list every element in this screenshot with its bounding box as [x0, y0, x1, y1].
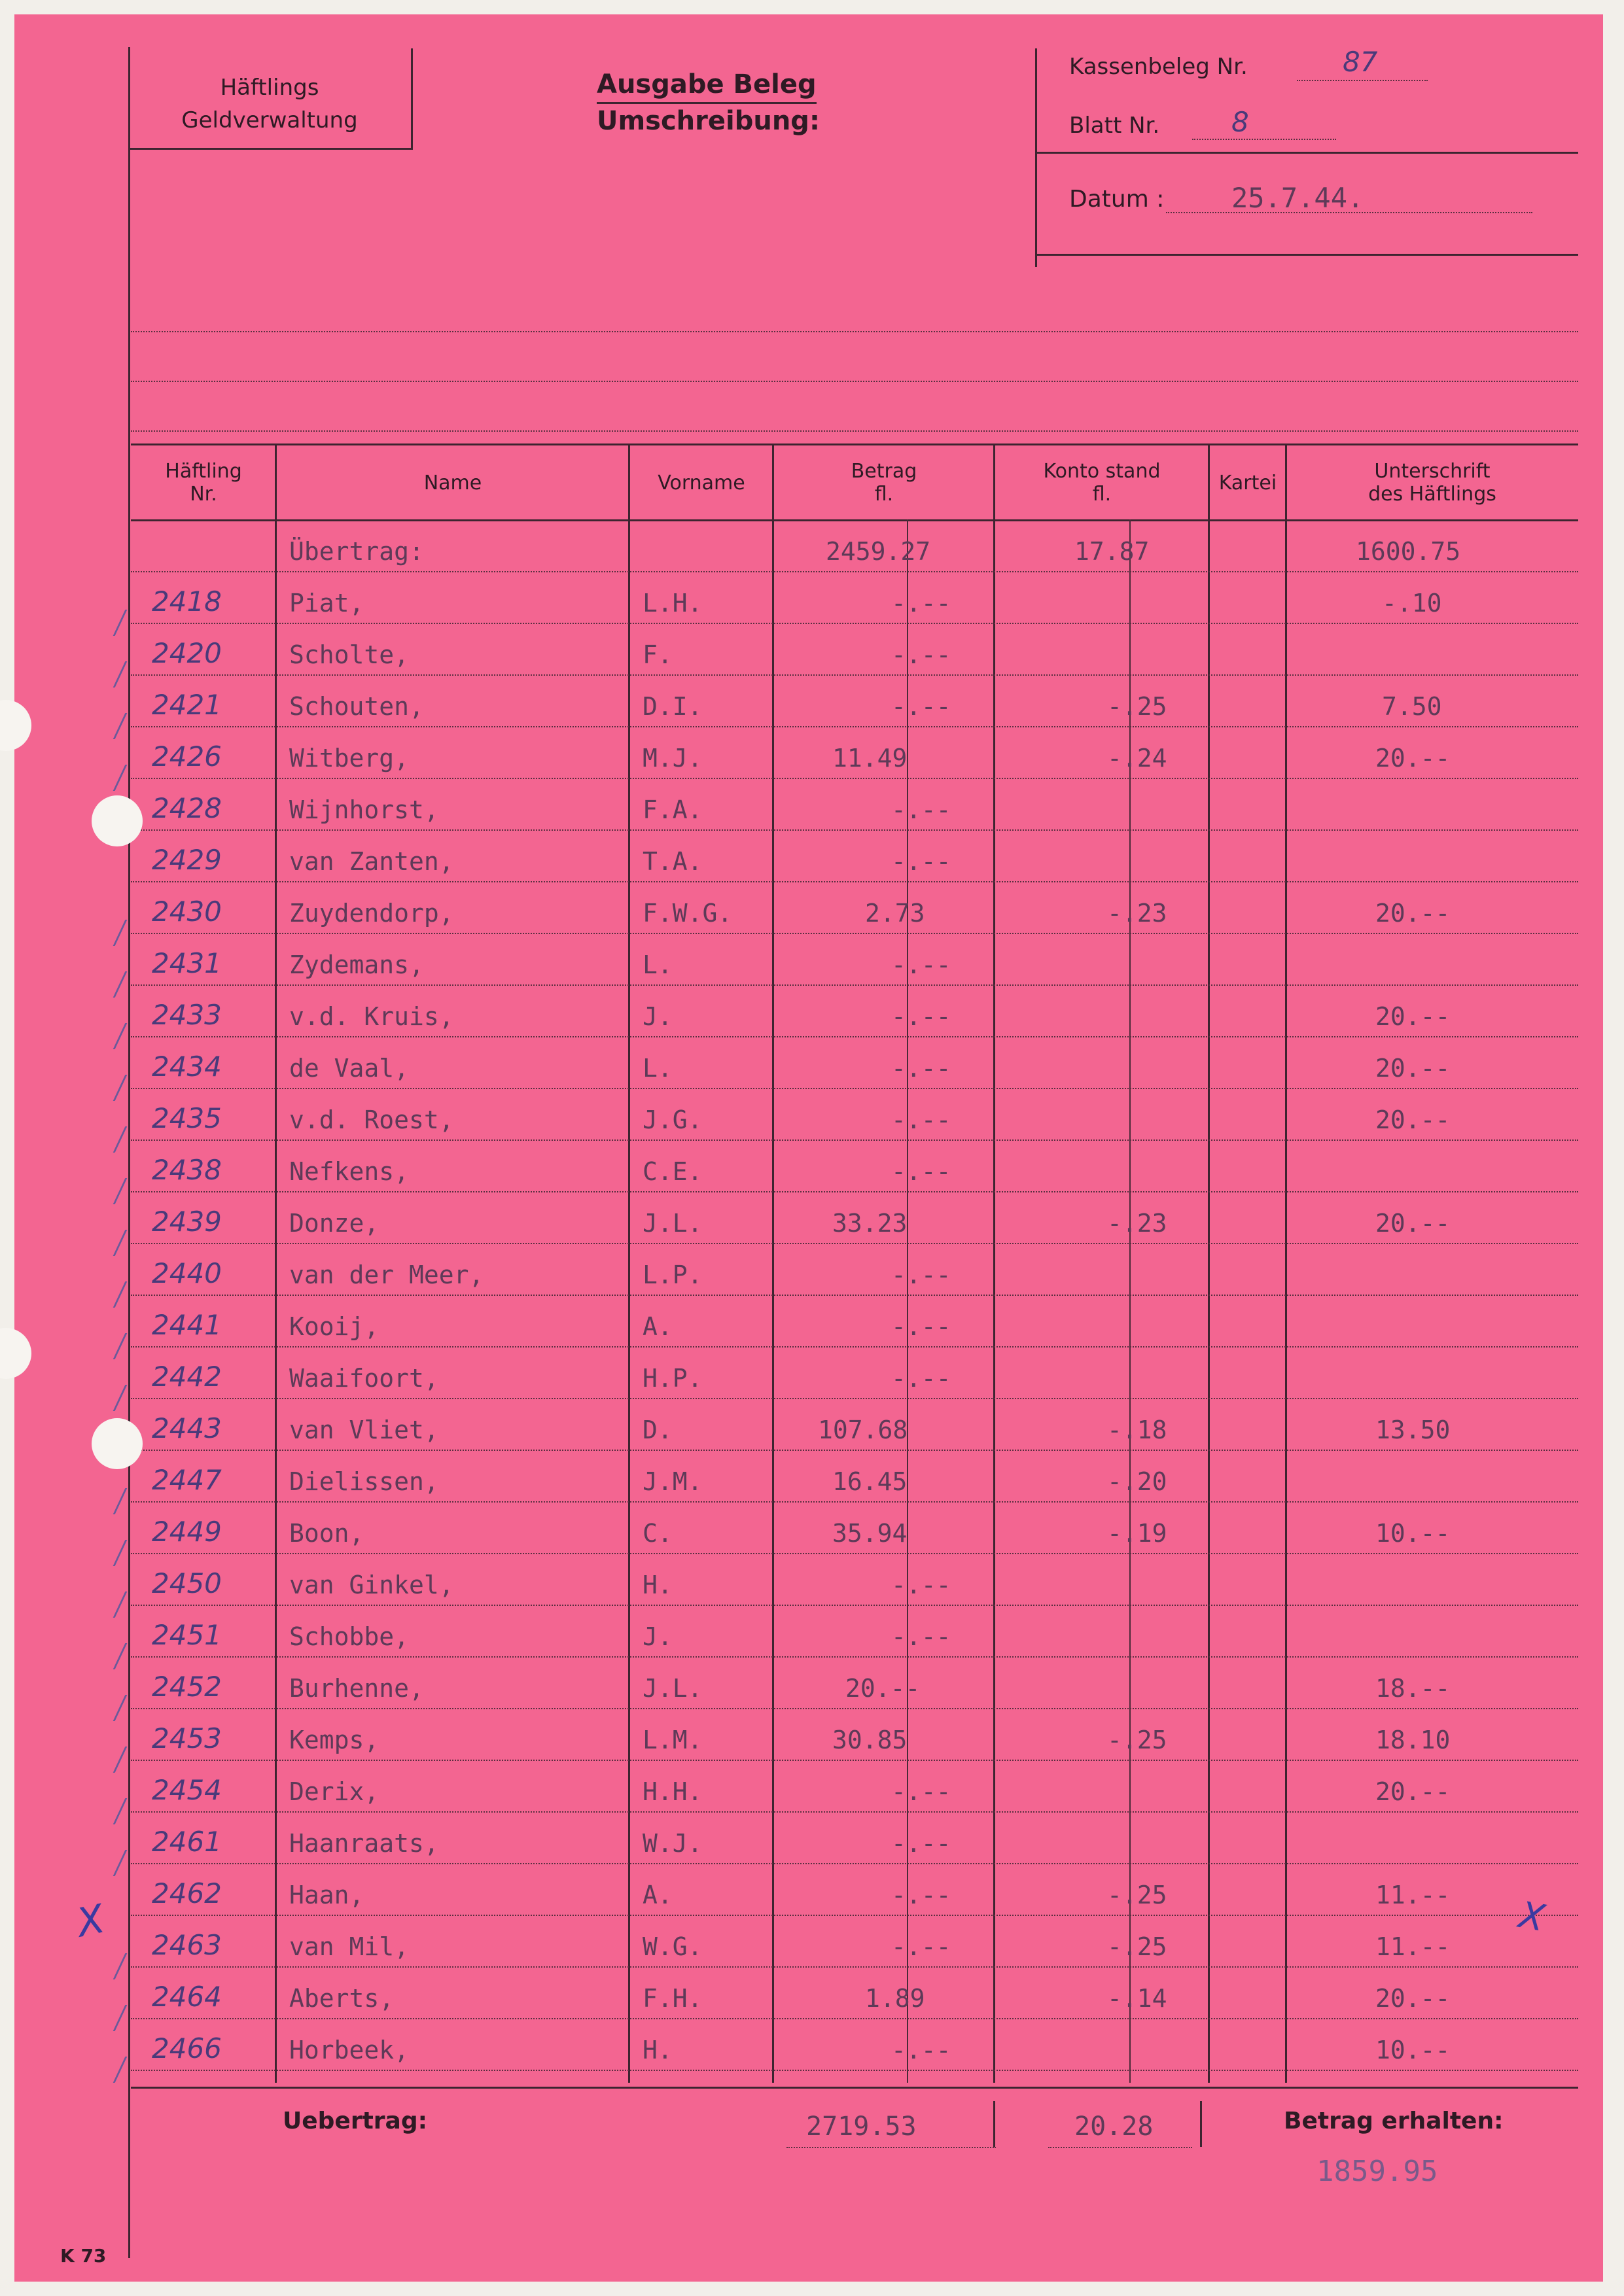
- row-konto: -.25: [1107, 1932, 1167, 1961]
- row-vorname: W.J.: [643, 1829, 703, 1858]
- col-header-nr-line2: Nr.: [190, 483, 217, 506]
- row-vorname: J.L.: [643, 1209, 703, 1238]
- row-betrag: -.--: [891, 589, 951, 617]
- row-sep: [131, 778, 1578, 779]
- table-row: [14, 674, 1603, 726]
- row-sep: [131, 1656, 1578, 1658]
- table-row: [14, 881, 1603, 933]
- row-unterschrift: 20.--: [1375, 1209, 1451, 1238]
- col-header-nr: [131, 447, 276, 518]
- row-nr: 2433: [152, 999, 222, 1031]
- row-betrag: -.--: [891, 1002, 951, 1031]
- row-betrag: -.--: [891, 2036, 951, 2064]
- row-vorname: J.G.: [643, 1105, 703, 1134]
- row-name: Kemps,: [289, 1726, 380, 1754]
- table-row: [14, 1191, 1603, 1243]
- row-unterschrift: 20.--: [1375, 1054, 1451, 1083]
- row-nr: 2428: [152, 792, 222, 824]
- table-row: [14, 1295, 1603, 1346]
- table-body: [14, 519, 1603, 2083]
- row-name: Piat,: [289, 589, 364, 617]
- row-unterschrift: 20.--: [1375, 1105, 1451, 1134]
- konto-total-divider: [1200, 2101, 1202, 2147]
- row-vorname: H.P.: [643, 1364, 703, 1393]
- row-name: Zuydendorp,: [289, 899, 454, 928]
- row-konto: -.18: [1107, 1416, 1167, 1444]
- row-name: Boon,: [289, 1519, 364, 1548]
- row-betrag: -.--: [891, 692, 951, 721]
- row-vorname: F.W.G.: [643, 899, 733, 928]
- betrag-total-dotline: [786, 2147, 996, 2148]
- blatt-value: 8: [1231, 106, 1249, 138]
- table-row: [14, 1450, 1603, 1501]
- table-row: [14, 1243, 1603, 1295]
- row-nr: 2463: [152, 1929, 222, 1961]
- table-row: [14, 1915, 1603, 1966]
- row-sep: [131, 1915, 1578, 1916]
- col-header-betrag-line2: fl.: [874, 483, 894, 506]
- office-box: [128, 48, 413, 150]
- row-nr: 2439: [152, 1206, 222, 1238]
- table-row: [14, 1139, 1603, 1191]
- row-name: van Vliet,: [289, 1416, 439, 1444]
- row-unterschrift: 11.--: [1375, 1881, 1451, 1909]
- row-sep: [131, 881, 1578, 882]
- row-unterschrift: 13.50: [1375, 1416, 1451, 1444]
- row-name: Wijnhorst,: [289, 795, 439, 824]
- form-code: K 73: [60, 2245, 107, 2267]
- row-betrag: -.--: [891, 1777, 951, 1806]
- col-header-unterschrift: [1286, 447, 1578, 518]
- row-nr: 2440: [152, 1257, 222, 1289]
- table-row: [14, 1398, 1603, 1450]
- uebertrag-label: Uebertrag:: [283, 2108, 428, 2134]
- row-name: Nefkens,: [289, 1157, 410, 1186]
- row-name: van Mil,: [289, 1932, 410, 1961]
- row-sep: [131, 829, 1578, 831]
- row-vorname: J.: [643, 1002, 673, 1031]
- col-header-vorname: Vorname: [658, 471, 745, 495]
- row-sep: [131, 1036, 1578, 1037]
- row-sep: [131, 1243, 1578, 1244]
- betrag-total: 2719.53: [806, 2112, 917, 2142]
- row-nr: 2461: [152, 1826, 222, 1858]
- row-name: Burhenne,: [289, 1674, 424, 1703]
- row-betrag: -.--: [891, 1829, 951, 1858]
- row-konto: -.23: [1107, 1209, 1167, 1238]
- row-unterschrift: 18.10: [1375, 1726, 1451, 1754]
- row-vorname: L.H.: [643, 589, 703, 617]
- row-betrag: 20.--: [845, 1674, 921, 1703]
- row-vorname: J.L.: [643, 1674, 703, 1703]
- row-vorname: F.: [643, 640, 673, 669]
- row-name: Schouten,: [289, 692, 424, 721]
- row-nr: 2429: [152, 844, 222, 876]
- col-header-kartei: Kartei: [1218, 471, 1277, 495]
- row-betrag: 16.45: [832, 1467, 908, 1496]
- col-header-betrag: [773, 447, 995, 518]
- row-nr: 2426: [152, 740, 222, 773]
- row-nr: 2442: [152, 1361, 222, 1393]
- kassenbeleg-value: 87: [1343, 46, 1378, 78]
- row-nr: 2452: [152, 1671, 222, 1703]
- punch-hole: [92, 1418, 143, 1469]
- row-unterschrift: -.10: [1382, 589, 1442, 617]
- row-betrag: -.--: [891, 1261, 951, 1289]
- writing-line-2: [131, 381, 1578, 382]
- row-nr: 2438: [152, 1154, 222, 1186]
- row-betrag: -.--: [891, 795, 951, 824]
- form-title-line-2: Umschreibung:: [597, 106, 820, 136]
- row-sep: [131, 1553, 1578, 1554]
- row-unterschrift: 20.--: [1375, 899, 1451, 928]
- carry-in-konto: 17.87: [1074, 537, 1150, 566]
- row-betrag: 1.89: [865, 1984, 925, 2013]
- table-row: [14, 1605, 1603, 1656]
- row-betrag: -.--: [891, 1157, 951, 1186]
- row-vorname: C.E.: [643, 1157, 703, 1186]
- row-name: Dielissen,: [289, 1467, 439, 1496]
- row-sep: [131, 571, 1578, 572]
- row-nr: 2420: [152, 637, 222, 669]
- col-header-konto: [995, 447, 1209, 518]
- row-vorname: W.G.: [643, 1932, 703, 1961]
- row-konto: -.25: [1107, 692, 1167, 721]
- table-row: [14, 1088, 1603, 1139]
- row-betrag: -.--: [891, 1881, 951, 1909]
- row-name: v.d. Roest,: [289, 1105, 454, 1134]
- row-vorname: L.M.: [643, 1726, 703, 1754]
- row-betrag: -.--: [891, 847, 951, 876]
- table-row: [14, 1346, 1603, 1398]
- office-line-2: Geldverwaltung: [181, 107, 358, 133]
- row-sep: [131, 1346, 1578, 1348]
- row-unterschrift: 20.--: [1375, 1777, 1451, 1806]
- row-nr: 2447: [152, 1464, 222, 1496]
- blatt-label: Blatt Nr.: [1069, 113, 1160, 139]
- row-nr: 2435: [152, 1102, 222, 1134]
- row-nr: 2454: [152, 1774, 222, 1806]
- row-vorname: H.H.: [643, 1777, 703, 1806]
- row-nr: 2450: [152, 1567, 222, 1599]
- col-header-konto-line1: Konto stand: [1043, 460, 1161, 483]
- row-vorname: J.M.: [643, 1467, 703, 1496]
- carry-in-label: Übertrag:: [289, 537, 424, 566]
- row-vorname: H.: [643, 2036, 673, 2064]
- form-sheet: [14, 14, 1603, 2282]
- row-name: Haan,: [289, 1881, 364, 1909]
- row-konto: -.23: [1107, 899, 1167, 928]
- row-unterschrift: 20.--: [1375, 1002, 1451, 1031]
- cross-mark-left: X: [73, 1896, 109, 1947]
- table-row: [14, 1966, 1603, 2018]
- info-box-left-border: [1035, 48, 1037, 267]
- row-vorname: H.: [643, 1571, 673, 1599]
- row-vorname: C.: [643, 1519, 673, 1548]
- row-sep: [131, 1139, 1578, 1141]
- row-sep: [131, 1863, 1578, 1864]
- row-betrag: 2.73: [865, 899, 925, 928]
- row-konto: -.25: [1107, 1726, 1167, 1754]
- row-name: Schobbe,: [289, 1622, 410, 1651]
- col-header-konto-line2: fl.: [1092, 483, 1112, 506]
- row-sep: [131, 1398, 1578, 1399]
- blatt-dotline: [1192, 139, 1336, 140]
- row-sep: [131, 726, 1578, 727]
- row-unterschrift: 18.--: [1375, 1674, 1451, 1703]
- row-nr: 2443: [152, 1412, 222, 1444]
- row-unterschrift: 7.50: [1382, 692, 1442, 721]
- table-top-line: [131, 444, 1578, 445]
- kassenbeleg-label: Kassenbeleg Nr.: [1069, 54, 1248, 80]
- row-sep: [131, 1605, 1578, 1606]
- row-betrag: -.--: [891, 950, 951, 979]
- row-betrag: -.--: [891, 1571, 951, 1599]
- row-vorname: L.: [643, 950, 673, 979]
- row-vorname: M.J.: [643, 744, 703, 773]
- table-row: [14, 1036, 1603, 1088]
- row-sep: [131, 1811, 1578, 1813]
- table-row: [14, 1553, 1603, 1605]
- table-row: [14, 1656, 1603, 1708]
- table-row: [14, 1811, 1603, 1863]
- row-sep: [131, 984, 1578, 986]
- row-name: Zydemans,: [289, 950, 424, 979]
- row-name: Kooij,: [289, 1312, 380, 1341]
- row-unterschrift: 11.--: [1375, 1932, 1451, 1961]
- betrag-total-divider: [993, 2101, 995, 2147]
- row-nr: 2453: [152, 1722, 222, 1754]
- row-konto: -.25: [1107, 1881, 1167, 1909]
- row-sep: [131, 623, 1578, 624]
- row-vorname: D.I.: [643, 692, 703, 721]
- row-unterschrift: 10.--: [1375, 2036, 1451, 2064]
- cross-mark-right: X: [1515, 1894, 1548, 1940]
- row-konto: -.19: [1107, 1519, 1167, 1548]
- row-vorname: L.P.: [643, 1261, 703, 1289]
- row-betrag: 35.94: [832, 1519, 908, 1548]
- info-box-bottom: [1035, 254, 1578, 256]
- row-betrag: 33.23: [832, 1209, 908, 1238]
- table-row: [14, 571, 1603, 623]
- row-nr: 2462: [152, 1877, 222, 1909]
- row-nr: 2466: [152, 2032, 222, 2064]
- konto-total-dotline: [1048, 2147, 1192, 2148]
- row-vorname: F.H.: [643, 1984, 703, 2013]
- row-nr: 2434: [152, 1051, 222, 1083]
- writing-line-3: [131, 430, 1578, 432]
- table-row: [14, 623, 1603, 674]
- table-row: [14, 984, 1603, 1036]
- carry-in-unterschrift: 1600.75: [1356, 537, 1461, 566]
- row-name: van Ginkel,: [289, 1571, 454, 1599]
- row-betrag: -.--: [891, 1932, 951, 1961]
- row-betrag: 107.68: [818, 1416, 908, 1444]
- row-name: Aberts,: [289, 1984, 395, 2013]
- table-row: [14, 829, 1603, 881]
- row-betrag: -.--: [891, 1054, 951, 1083]
- row-vorname: J.: [643, 1622, 673, 1651]
- row-betrag: -.--: [891, 1312, 951, 1341]
- form-title-line-1: Ausgabe Beleg: [597, 69, 817, 104]
- row-unterschrift: 20.--: [1375, 744, 1451, 773]
- col-header-betrag-line1: Betrag: [851, 460, 917, 483]
- row-konto: -.24: [1107, 744, 1167, 773]
- row-betrag: -.--: [891, 1364, 951, 1393]
- row-sep: [131, 1501, 1578, 1503]
- row-nr: 2430: [152, 896, 222, 928]
- row-sep: [131, 1191, 1578, 1192]
- row-vorname: T.A.: [643, 847, 703, 876]
- row-betrag: -.--: [891, 1622, 951, 1651]
- row-name: van der Meer,: [289, 1261, 484, 1289]
- table-row: [14, 1863, 1603, 1915]
- erhalten-value: 1859.95: [1316, 2155, 1438, 2188]
- row-vorname: A.: [643, 1312, 673, 1341]
- punch-hole: [92, 795, 143, 846]
- konto-total: 20.28: [1074, 2112, 1154, 2142]
- row-name: de Vaal,: [289, 1054, 410, 1083]
- row-sep: [131, 674, 1578, 676]
- table-row: [14, 778, 1603, 829]
- row-name: Haanraats,: [289, 1829, 439, 1858]
- table-row: [14, 2018, 1603, 2070]
- row-nr: 2431: [152, 947, 222, 979]
- row-vorname: F.A.: [643, 795, 703, 824]
- row-vorname: L.: [643, 1054, 673, 1083]
- row-nr: 2418: [152, 585, 222, 617]
- datum-value: 25.7.44.: [1231, 182, 1364, 214]
- row-vorname: D.: [643, 1416, 673, 1444]
- table-row: [14, 1501, 1603, 1553]
- row-sep: [131, 1708, 1578, 1709]
- row-konto: -.20: [1107, 1467, 1167, 1496]
- row-name: Witberg,: [289, 744, 410, 773]
- row-nr: 2421: [152, 689, 222, 721]
- row-sep: [131, 1450, 1578, 1451]
- row-unterschrift: 10.--: [1375, 1519, 1451, 1548]
- row-name: v.d. Kruis,: [289, 1002, 454, 1031]
- row-betrag: -.--: [891, 640, 951, 669]
- row-sep: [131, 1088, 1578, 1089]
- row-name: Donze,: [289, 1209, 380, 1238]
- table-row: [14, 1760, 1603, 1811]
- col-header-name: Name: [423, 471, 482, 495]
- erhalten-label: Betrag erhalten:: [1284, 2108, 1504, 2134]
- row-sep: [131, 2018, 1578, 2019]
- row-unterschrift: 20.--: [1375, 1984, 1451, 2013]
- row-nr: 2441: [152, 1309, 222, 1341]
- row-name: Horbeek,: [289, 2036, 410, 2064]
- row-name: Scholte,: [289, 640, 410, 669]
- writing-line-1: [131, 331, 1578, 332]
- row-nr: 2449: [152, 1516, 222, 1548]
- table-row: [14, 726, 1603, 778]
- col-header-unterschrift-line2: des Häftlings: [1368, 483, 1496, 506]
- row-nr: 2451: [152, 1619, 222, 1651]
- row-name: Derix,: [289, 1777, 380, 1806]
- row-sep: [131, 933, 1578, 934]
- col-header-nr-line1: Häftling: [165, 460, 242, 483]
- footer-top-line: [131, 2087, 1578, 2089]
- row-vorname: A.: [643, 1881, 673, 1909]
- row-name: Waaifoort,: [289, 1364, 439, 1393]
- row-nr: 2464: [152, 1981, 222, 2013]
- row-name: van Zanten,: [289, 847, 454, 876]
- kassenbeleg-dotline: [1297, 80, 1428, 81]
- row-konto: -.14: [1107, 1984, 1167, 2013]
- col-header-unterschrift-line1: Unterschrift: [1374, 460, 1491, 483]
- table-row-carry-in: [14, 519, 1603, 571]
- row-betrag: -.--: [891, 1105, 951, 1134]
- row-sep: [131, 1966, 1578, 1968]
- datum-label: Datum :: [1069, 186, 1165, 213]
- row-betrag: 30.85: [832, 1726, 908, 1754]
- table-row: [14, 933, 1603, 984]
- row-sep: [131, 1760, 1578, 1761]
- info-box-divider: [1035, 152, 1578, 154]
- row-sep: [131, 1295, 1578, 1296]
- row-betrag: 11.49: [832, 744, 908, 773]
- carry-in-betrag: 2459.27: [826, 537, 931, 566]
- table-row: [14, 1708, 1603, 1760]
- row-sep: [131, 2070, 1578, 2071]
- office-line-1: Häftlings: [220, 75, 319, 101]
